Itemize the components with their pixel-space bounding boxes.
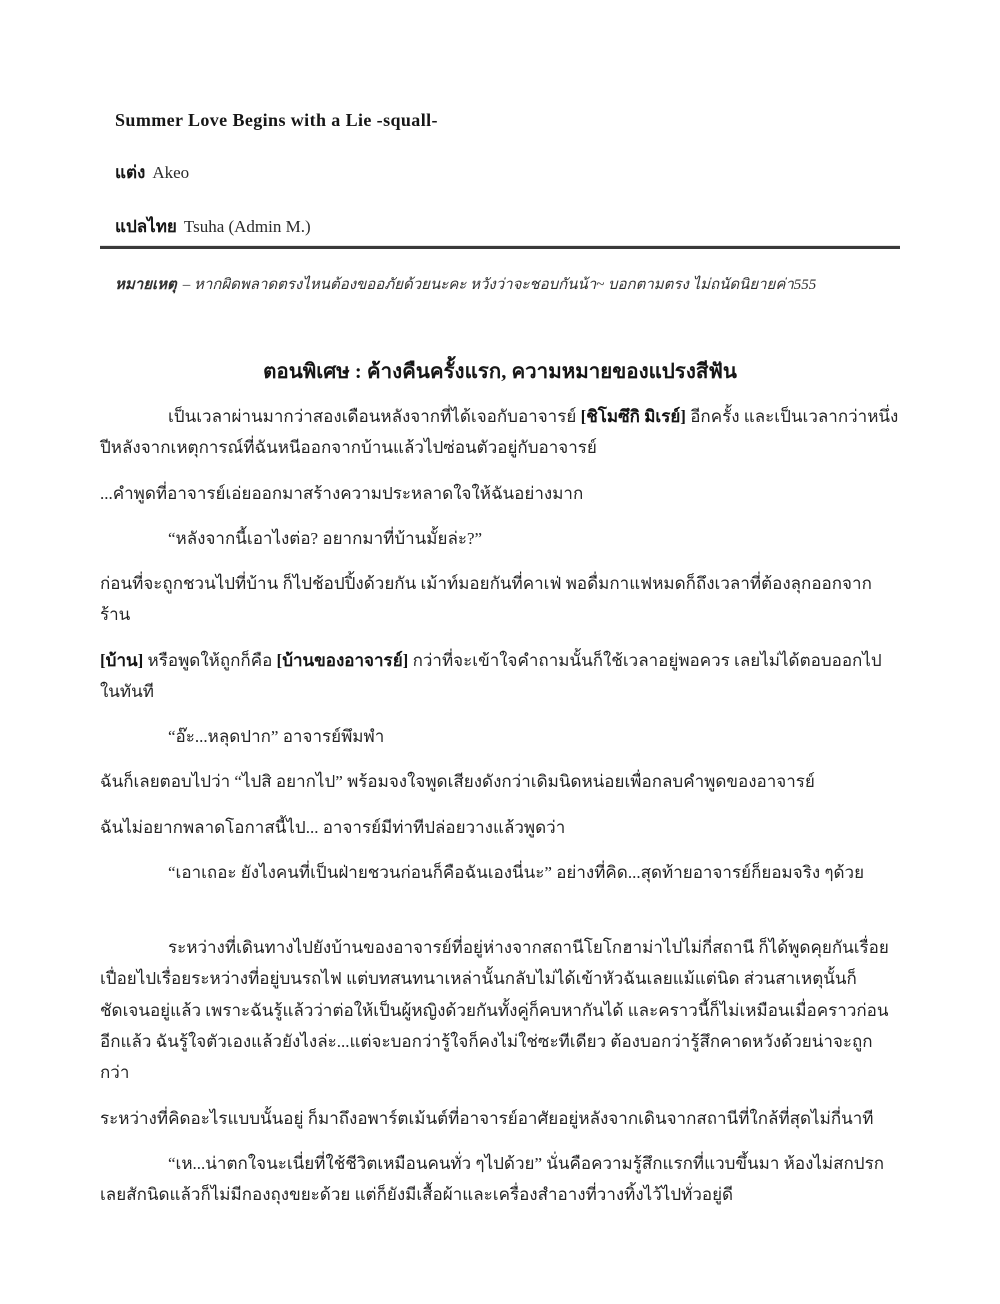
- translator-note: [115, 272, 900, 296]
- paragraph: [100, 721, 900, 752]
- text-run: “อ๊ะ...หลุดปาก” อาจารย์พึมพำ: [168, 727, 385, 747]
- text-run: ระหว่างที่คิดอะไรแบบนั้นอยู่ ก็มาถึงอพาร์ตเม้นต์ที่อาจารย์อาศัยอยู่หลังจากเดินจากสถานีที่ใกล้ที่สุดไม่กี่นาที: [100, 1108, 874, 1128]
- divider-rule: [100, 245, 900, 249]
- paragraph: [100, 932, 900, 1088]
- paragraph: [100, 1148, 900, 1211]
- text-run: กว่าที่จะเข้าใจคำถามนั้นก็ใช้เวลาอยู่พอควร เลยไม่ได้ตอบออกไปในทันที: [100, 650, 882, 701]
- translator-line: [115, 213, 900, 240]
- paragraph: [100, 1103, 900, 1134]
- story-title: Summer Love Begins with a Lie -squall-: [115, 110, 438, 130]
- bold-text-run: [บ้านของอาจารย์]: [276, 650, 409, 670]
- story-header: [100, 110, 900, 296]
- bold-text-run: [ชิโมซึกิ มิเรย์]: [580, 407, 686, 426]
- paragraph: [100, 766, 900, 797]
- text-run: “เอาเถอะ ยังไงคนที่เป็นฝ่ายชวนก่อนก็คือฉันเองนี่นะ” อย่างที่คิด...สุดท้ายอาจารย์ก็ยอมจริง ๆด้วย: [168, 862, 865, 882]
- text-run: อีกครั้ง และเป็นเวลากว่าหนึ่งปีหลังจากเหตุการณ์ที่ฉันหนีออกจากบ้านแล้วไปซ่อนตัวอยู่กับอาจารย์: [100, 407, 899, 458]
- translator-label: แปลไทย: [115, 217, 177, 236]
- paragraph: [100, 645, 900, 708]
- bold-text-run: [บ้าน]: [100, 650, 144, 670]
- text-run: เป็นเวลาผ่านมากว่าสองเดือนหลังจากที่ได้เจอกับอาจารย์: [168, 407, 581, 426]
- text-run: ...คำพูดที่อาจารย์เอ่ยออกมาสร้างความประหลาดใจให้ฉันอย่างมาก: [100, 483, 584, 503]
- author-name: Akeo: [152, 163, 190, 182]
- author-label: แต่ง: [115, 163, 146, 182]
- text-run: ก่อนที่จะถูกชวนไปที่บ้าน ก็ไปช้อปปิ้งด้วยกัน เม้าท์มอยกันที่คาเฟ่ พอดื่มกาแฟหมดก็ถึงเวลาที่ต้องลุกออกจากร้าน: [100, 574, 872, 625]
- paragraph: [100, 857, 900, 888]
- paragraph: [100, 568, 900, 631]
- author-line: [115, 159, 900, 186]
- text-run: “เห...น่าตกใจนะเนี่ยที่ใช้ชีวิตเหมือนคนทั่ว ๆไปด้วย” นั่นคือความรู้สึกแรกที่แวบขึ้นมา ห้องไม่สกปรกเลยสักนิดแล้วก็ไม่มีกองถุงขยะด้วย แต่ก็ยังมีเสื้อผ้าและเครื่องสำอางที่วางทิ้งไว้ไปทั่วอยู่ดี: [100, 1153, 885, 1205]
- story-body: [100, 401, 900, 1210]
- paragraph: [100, 401, 900, 464]
- paragraph: [100, 478, 900, 509]
- paragraph: [100, 812, 900, 843]
- translator-name: Tsuha (Admin M.): [183, 217, 311, 236]
- text-run: ฉันก็เลยตอบไปว่า “ไปสิ อยากไป” พร้อมจงใจพูดเสียงดังกว่าเดิมนิดหน่อยเพื่อกลบคำพูดของอาจารย์: [100, 772, 815, 792]
- text-run: “หลังจากนี้เอาไงต่อ? อยากมาที่บ้านมั้ยล่ะ?”: [168, 528, 483, 548]
- chapter-heading: ตอนพิเศษ : ค้างคืนครั้งแรก, ความหมายของแปรงสีฟัน: [263, 361, 737, 383]
- text-run: หรือพูดให้ถูกก็คือ: [143, 650, 277, 670]
- paragraph: [100, 523, 900, 554]
- note-text: – หากผิดพลาดตรงไหนต้องขออภัยด้วยนะคะ หวังว่าจะชอบกันน้า~ บอกตามตรง ไม่ถนัดนิยายค่า555: [182, 277, 817, 293]
- text-run: ระหว่างที่เดินทางไปยังบ้านของอาจารย์ที่อยู่ห่างจากสถานีโยโกฮาม่าไปไม่กี่สถานี ก็ได้พูดคุยกันเรื่อยเปื่อยไปเรื่อยระหว่างที่อยู่บนรถไฟ แต่บทสนทนาเหล่านั้นกลับไม่ได้เข้าหัวฉันเลยแม้แต่นิด ส่วนสาเหตุนั้นก็ชัดเจนอยู่แล้ว เพราะฉันรู้แล้วว่าต่อให้เป็นผู้หญิงด้วยกันทั้งคู่ก็คบหากันได้ และคราวนี้ก็ไม่เหมือนเมื่อคราวก่อนอีกแล้ว ฉันรู้ใจตัวเองแล้วยังไงล่ะ...แต่จะบอกว่ารู้ใจก็คงไม่ใช่ซะทีเดียว ต้องบอกว่ารู้สึกคาดหวังด้วยน่าจะถูกกว่า: [100, 938, 889, 1083]
- note-label: หมายเหตุ: [115, 277, 177, 293]
- text-run: ฉันไม่อยากพลาดโอกาสนี้ไป... อาจารย์มีท่าทีปล่อยวางแล้วพูดว่า: [100, 817, 566, 837]
